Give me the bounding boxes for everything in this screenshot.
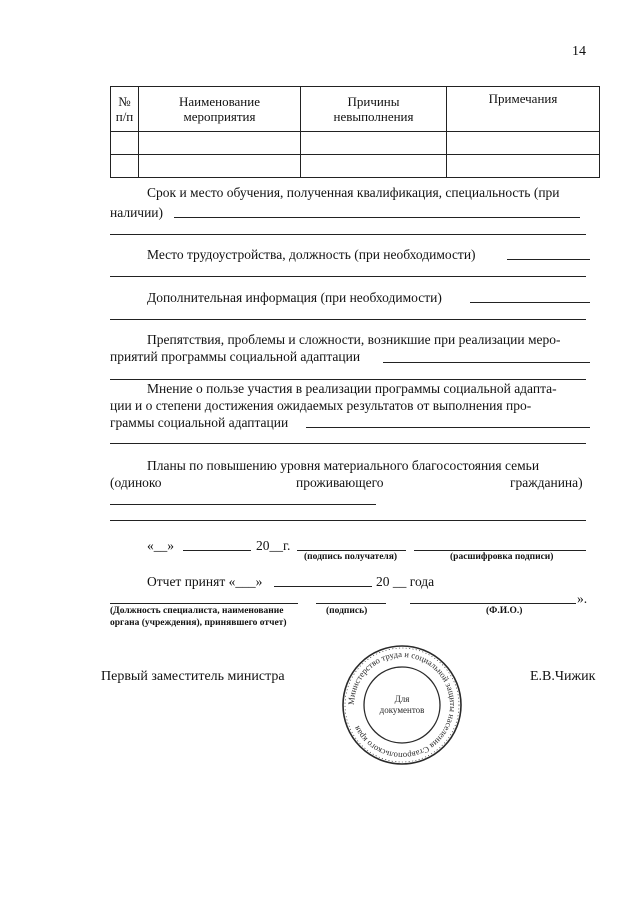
table-row <box>111 132 600 155</box>
opinion-field[interactable] <box>306 427 590 428</box>
date-month-field[interactable] <box>183 550 251 551</box>
date-day: «__» <box>147 538 174 553</box>
plans-label-single: (одиноко <box>110 475 162 490</box>
education-label-cont: наличии) <box>110 205 164 220</box>
plans-field-line2[interactable] <box>110 520 586 521</box>
specialist-name-field[interactable] <box>410 603 576 604</box>
table-row <box>111 155 600 178</box>
opinion-field-line2[interactable] <box>110 443 586 444</box>
caption-specialist-signature: (подпись) <box>326 606 368 616</box>
report-month-field[interactable] <box>274 586 372 587</box>
report-closing-quote: ». <box>577 591 588 606</box>
caption-recipient-signature: (подпись получателя) <box>304 552 398 562</box>
header-notes: Примечания <box>447 87 600 132</box>
employment-field[interactable] <box>507 259 590 260</box>
obstacles-field[interactable] <box>383 362 590 363</box>
header-reasons: Причины невыполнения <box>301 87 447 132</box>
stamp-inner-line2: документов <box>379 705 425 715</box>
specialist-position-field[interactable] <box>110 603 298 604</box>
caption-signature-decoding: (расшифровка подписи) <box>450 552 554 562</box>
events-table <box>110 86 600 178</box>
plans-label-citizen: гражданина) <box>510 475 583 490</box>
header-event-name: Наименование мероприятия <box>139 87 301 132</box>
employment-field-line2[interactable] <box>110 276 586 277</box>
caption-specialist-position-cont: органа (учреждения), принявшего отчет) <box>110 618 287 628</box>
specialist-signature-field[interactable] <box>316 603 386 604</box>
obstacles-label-cont: приятий программы социальной адаптации <box>110 349 361 364</box>
opinion-label: Мнение о пользе участия в реализации программы социальной адапта- <box>147 381 557 396</box>
header-number: № п/п <box>111 87 139 132</box>
signatory-name: Е.В.Чижик <box>530 669 596 684</box>
additional-info-field[interactable] <box>470 302 590 303</box>
page-number: 14 <box>572 44 586 59</box>
stamp-inner-line1: Для <box>394 694 410 704</box>
education-field-line2[interactable] <box>110 234 586 235</box>
caption-specialist-name: (Ф.И.О.) <box>486 606 523 616</box>
official-stamp <box>340 643 464 767</box>
education-label: Срок и место обучения, полученная квалификация, специальность (при <box>147 185 560 200</box>
date-year: 20__г. <box>256 538 291 553</box>
additional-info-label: Дополнительная информация (при необходимости) <box>147 290 442 305</box>
caption-specialist-position: (Должность специалиста, наименование <box>110 606 284 616</box>
obstacles-label: Препятствия, проблемы и сложности, возникшие при реализации меро- <box>147 332 561 347</box>
signatory-position: Первый заместитель министра <box>101 669 285 684</box>
stamp-ring-text: Министерство труда и социальной защиты населения Ставропольского края <box>345 648 459 762</box>
opinion-label-cont2: граммы социальной адаптации <box>110 415 289 430</box>
opinion-label-cont: ции и о степени достижения ожидаемых результатов от выполнения про- <box>110 398 532 413</box>
additional-info-field-line2[interactable] <box>110 319 586 320</box>
plans-label-living: проживающего <box>296 475 384 490</box>
table-header-row <box>111 87 600 132</box>
report-accepted-label: Отчет принят «___» <box>147 574 263 589</box>
plans-label: Планы по повышению уровня материального благосостояния семьи <box>147 458 540 473</box>
employment-label: Место трудоустройства, должность (при необходимости) <box>147 247 476 262</box>
report-year-label: 20 __ года <box>376 574 435 589</box>
plans-field[interactable] <box>110 504 376 505</box>
education-field[interactable] <box>174 217 580 218</box>
